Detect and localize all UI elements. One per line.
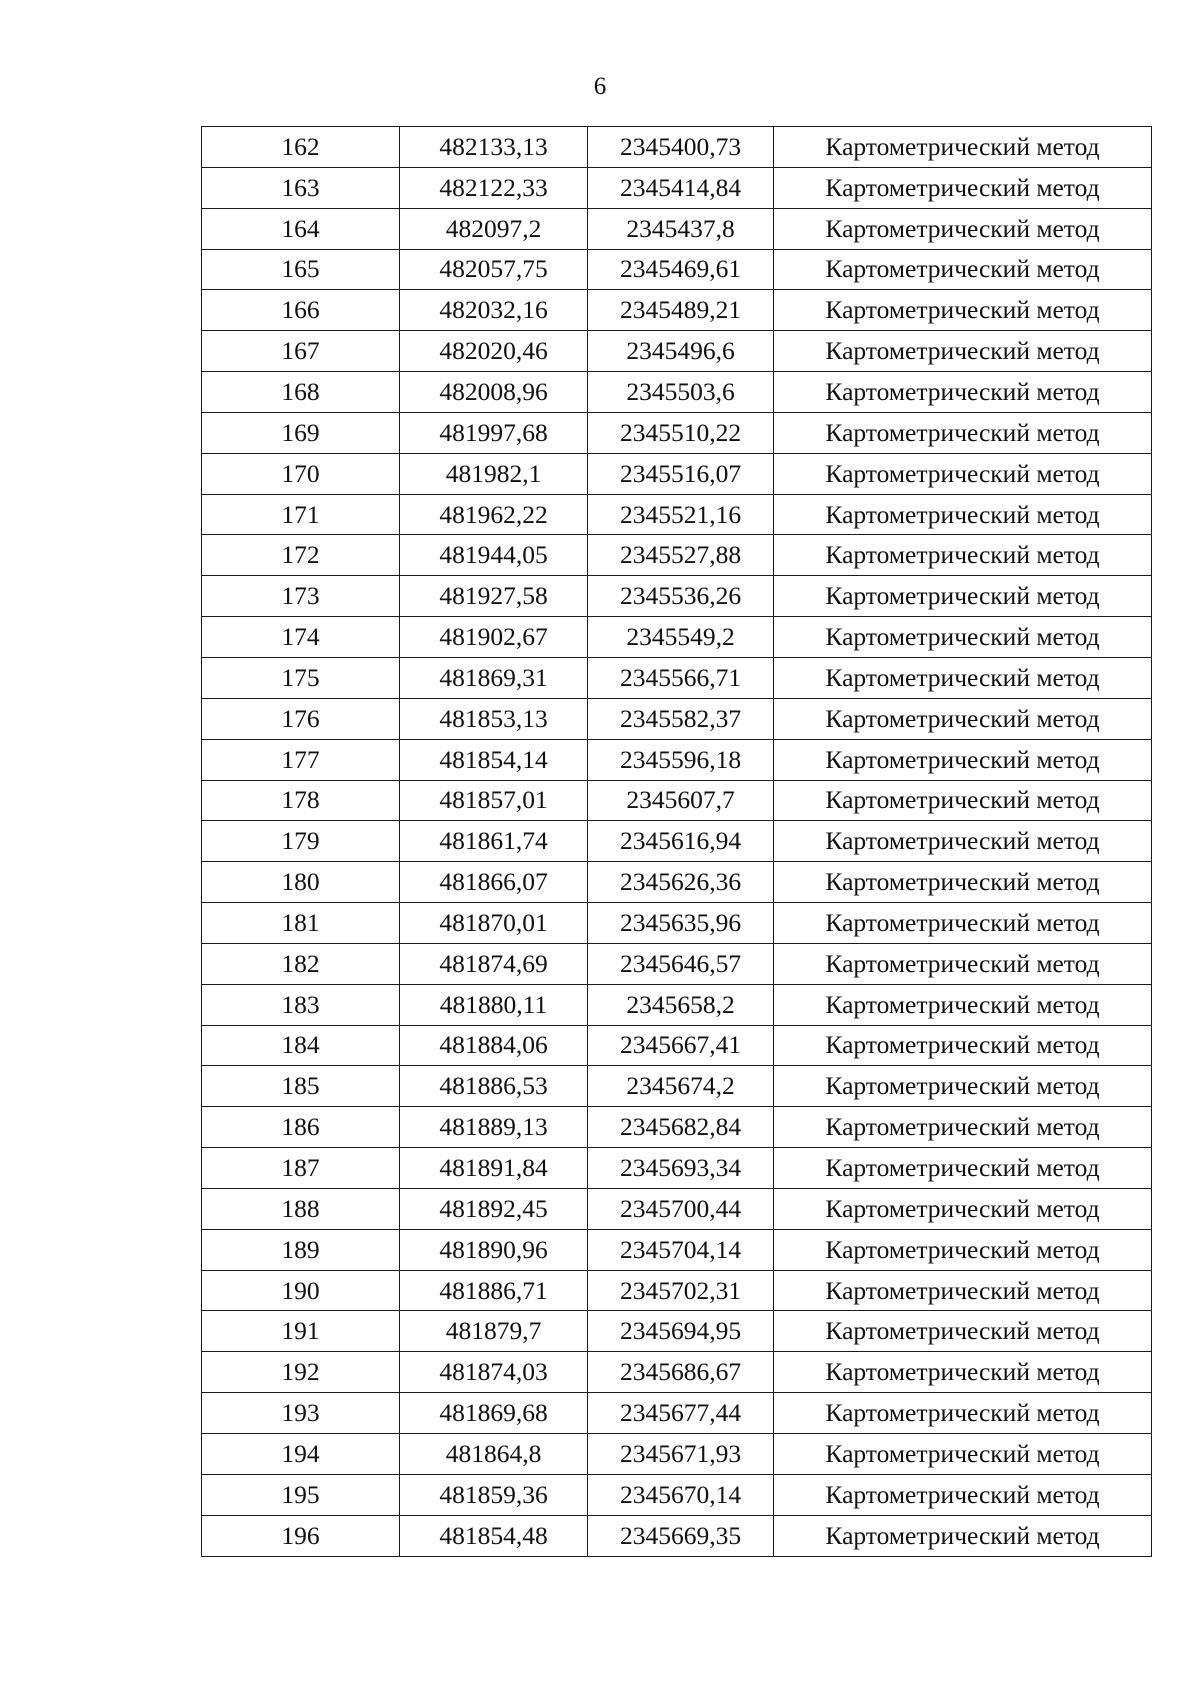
x-coordinate-cell: 482133,13 <box>400 127 588 168</box>
y-coordinate-cell: 2345635,96 <box>588 903 774 944</box>
method-cell: Картометрический метод <box>774 1148 1152 1189</box>
x-coordinate-cell: 481890,96 <box>400 1229 588 1270</box>
x-coordinate-cell: 481861,74 <box>400 821 588 862</box>
method-cell: Картометрический метод <box>774 494 1152 535</box>
point-number-cell: 174 <box>202 617 400 658</box>
x-coordinate-cell: 481874,69 <box>400 943 588 984</box>
table-row <box>202 1066 1152 1107</box>
table-row <box>202 1352 1152 1393</box>
table-row <box>202 167 1152 208</box>
table-row <box>202 1515 1152 1556</box>
table-row <box>202 1311 1152 1352</box>
y-coordinate-cell: 2345682,84 <box>588 1107 774 1148</box>
point-number-cell: 179 <box>202 821 400 862</box>
y-coordinate-cell: 2345607,7 <box>588 780 774 821</box>
y-coordinate-cell: 2345549,2 <box>588 617 774 658</box>
table-row <box>202 453 1152 494</box>
y-coordinate-cell: 2345489,21 <box>588 290 774 331</box>
x-coordinate-cell: 481864,8 <box>400 1434 588 1475</box>
method-cell: Картометрический метод <box>774 657 1152 698</box>
method-cell: Картометрический метод <box>774 903 1152 944</box>
table-row <box>202 821 1152 862</box>
y-coordinate-cell: 2345496,6 <box>588 331 774 372</box>
table-row <box>202 1229 1152 1270</box>
x-coordinate-cell: 481866,07 <box>400 862 588 903</box>
x-coordinate-cell: 481982,1 <box>400 453 588 494</box>
x-coordinate-cell: 481874,03 <box>400 1352 588 1393</box>
method-cell: Картометрический метод <box>774 862 1152 903</box>
y-coordinate-cell: 2345503,6 <box>588 372 774 413</box>
point-number-cell: 178 <box>202 780 400 821</box>
table-row <box>202 780 1152 821</box>
x-coordinate-cell: 481880,11 <box>400 984 588 1025</box>
method-cell: Картометрический метод <box>774 821 1152 862</box>
method-cell: Картометрический метод <box>774 535 1152 576</box>
page-number: 6 <box>593 73 607 100</box>
x-coordinate-cell: 482032,16 <box>400 290 588 331</box>
y-coordinate-cell: 2345646,57 <box>588 943 774 984</box>
point-number-cell: 184 <box>202 1025 400 1066</box>
method-cell: Картометрический метод <box>774 617 1152 658</box>
table-row <box>202 1025 1152 1066</box>
point-number-cell: 187 <box>202 1148 400 1189</box>
table-row <box>202 862 1152 903</box>
method-cell: Картометрический метод <box>774 1188 1152 1229</box>
x-coordinate-cell: 481997,68 <box>400 412 588 453</box>
point-number-cell: 162 <box>202 127 400 168</box>
x-coordinate-cell: 481859,36 <box>400 1474 588 1515</box>
method-cell: Картометрический метод <box>774 1229 1152 1270</box>
y-coordinate-cell: 2345677,44 <box>588 1393 774 1434</box>
x-coordinate-cell: 482057,75 <box>400 249 588 290</box>
x-coordinate-cell: 481857,01 <box>400 780 588 821</box>
point-number-cell: 196 <box>202 1515 400 1556</box>
point-number-cell: 181 <box>202 903 400 944</box>
y-coordinate-cell: 2345694,95 <box>588 1311 774 1352</box>
method-cell: Картометрический метод <box>774 984 1152 1025</box>
y-coordinate-cell: 2345516,07 <box>588 453 774 494</box>
point-number-cell: 189 <box>202 1229 400 1270</box>
x-coordinate-cell: 481869,68 <box>400 1393 588 1434</box>
point-number-cell: 176 <box>202 698 400 739</box>
table-row <box>202 249 1152 290</box>
method-cell: Картометрический метод <box>774 372 1152 413</box>
x-coordinate-cell: 481879,7 <box>400 1311 588 1352</box>
table-row <box>202 698 1152 739</box>
method-cell: Картометрический метод <box>774 1434 1152 1475</box>
table-row <box>202 1434 1152 1475</box>
table-row <box>202 127 1152 168</box>
point-number-cell: 195 <box>202 1474 400 1515</box>
method-cell: Картометрический метод <box>774 780 1152 821</box>
method-cell: Картометрический метод <box>774 412 1152 453</box>
table-row <box>202 1393 1152 1434</box>
method-cell: Картометрический метод <box>774 698 1152 739</box>
table-row <box>202 331 1152 372</box>
x-coordinate-cell: 482122,33 <box>400 167 588 208</box>
y-coordinate-cell: 2345693,34 <box>588 1148 774 1189</box>
table-row <box>202 1270 1152 1311</box>
x-coordinate-cell: 481892,45 <box>400 1188 588 1229</box>
method-cell: Картометрический метод <box>774 1270 1152 1311</box>
x-coordinate-cell: 482020,46 <box>400 331 588 372</box>
y-coordinate-cell: 2345700,44 <box>588 1188 774 1229</box>
y-coordinate-cell: 2345437,8 <box>588 208 774 249</box>
y-coordinate-cell: 2345521,16 <box>588 494 774 535</box>
coordinates-table <box>201 126 1152 1557</box>
y-coordinate-cell: 2345596,18 <box>588 739 774 780</box>
table-row <box>202 617 1152 658</box>
y-coordinate-cell: 2345702,31 <box>588 1270 774 1311</box>
point-number-cell: 169 <box>202 412 400 453</box>
method-cell: Картометрический метод <box>774 208 1152 249</box>
point-number-cell: 191 <box>202 1311 400 1352</box>
table-row <box>202 903 1152 944</box>
y-coordinate-cell: 2345527,88 <box>588 535 774 576</box>
x-coordinate-cell: 481889,13 <box>400 1107 588 1148</box>
y-coordinate-cell: 2345616,94 <box>588 821 774 862</box>
table-row <box>202 412 1152 453</box>
point-number-cell: 168 <box>202 372 400 413</box>
y-coordinate-cell: 2345400,73 <box>588 127 774 168</box>
method-cell: Картометрический метод <box>774 1066 1152 1107</box>
point-number-cell: 186 <box>202 1107 400 1148</box>
table-row <box>202 739 1152 780</box>
x-coordinate-cell: 481927,58 <box>400 576 588 617</box>
point-number-cell: 175 <box>202 657 400 698</box>
x-coordinate-cell: 482008,96 <box>400 372 588 413</box>
point-number-cell: 188 <box>202 1188 400 1229</box>
coordinates-table-body <box>202 127 1152 1557</box>
y-coordinate-cell: 2345686,67 <box>588 1352 774 1393</box>
point-number-cell: 173 <box>202 576 400 617</box>
method-cell: Картометрический метод <box>774 127 1152 168</box>
point-number-cell: 180 <box>202 862 400 903</box>
method-cell: Картометрический метод <box>774 1107 1152 1148</box>
table-row <box>202 576 1152 617</box>
table-row <box>202 1107 1152 1148</box>
x-coordinate-cell: 481902,67 <box>400 617 588 658</box>
y-coordinate-cell: 2345671,93 <box>588 1434 774 1475</box>
x-coordinate-cell: 481853,13 <box>400 698 588 739</box>
y-coordinate-cell: 2345626,36 <box>588 862 774 903</box>
y-coordinate-cell: 2345469,61 <box>588 249 774 290</box>
point-number-cell: 170 <box>202 453 400 494</box>
method-cell: Картометрический метод <box>774 453 1152 494</box>
point-number-cell: 190 <box>202 1270 400 1311</box>
point-number-cell: 166 <box>202 290 400 331</box>
x-coordinate-cell: 481944,05 <box>400 535 588 576</box>
y-coordinate-cell: 2345536,26 <box>588 576 774 617</box>
method-cell: Картометрический метод <box>774 576 1152 617</box>
y-coordinate-cell: 2345667,41 <box>588 1025 774 1066</box>
method-cell: Картометрический метод <box>774 943 1152 984</box>
point-number-cell: 171 <box>202 494 400 535</box>
table-row <box>202 1188 1152 1229</box>
table-row <box>202 657 1152 698</box>
point-number-cell: 165 <box>202 249 400 290</box>
point-number-cell: 192 <box>202 1352 400 1393</box>
point-number-cell: 177 <box>202 739 400 780</box>
y-coordinate-cell: 2345582,37 <box>588 698 774 739</box>
table-row <box>202 984 1152 1025</box>
x-coordinate-cell: 482097,2 <box>400 208 588 249</box>
point-number-cell: 194 <box>202 1434 400 1475</box>
x-coordinate-cell: 481869,31 <box>400 657 588 698</box>
table-row <box>202 290 1152 331</box>
method-cell: Картометрический метод <box>774 739 1152 780</box>
x-coordinate-cell: 481891,84 <box>400 1148 588 1189</box>
table-row <box>202 535 1152 576</box>
x-coordinate-cell: 481886,53 <box>400 1066 588 1107</box>
x-coordinate-cell: 481962,22 <box>400 494 588 535</box>
method-cell: Картометрический метод <box>774 249 1152 290</box>
y-coordinate-cell: 2345658,2 <box>588 984 774 1025</box>
point-number-cell: 193 <box>202 1393 400 1434</box>
method-cell: Картометрический метод <box>774 1311 1152 1352</box>
point-number-cell: 183 <box>202 984 400 1025</box>
table-row <box>202 208 1152 249</box>
point-number-cell: 164 <box>202 208 400 249</box>
point-number-cell: 172 <box>202 535 400 576</box>
x-coordinate-cell: 481854,48 <box>400 1515 588 1556</box>
table-row <box>202 494 1152 535</box>
y-coordinate-cell: 2345670,14 <box>588 1474 774 1515</box>
x-coordinate-cell: 481886,71 <box>400 1270 588 1311</box>
y-coordinate-cell: 2345674,2 <box>588 1066 774 1107</box>
x-coordinate-cell: 481854,14 <box>400 739 588 780</box>
y-coordinate-cell: 2345704,14 <box>588 1229 774 1270</box>
method-cell: Картометрический метод <box>774 1474 1152 1515</box>
point-number-cell: 185 <box>202 1066 400 1107</box>
method-cell: Картометрический метод <box>774 1025 1152 1066</box>
table-row <box>202 943 1152 984</box>
method-cell: Картометрический метод <box>774 1393 1152 1434</box>
y-coordinate-cell: 2345566,71 <box>588 657 774 698</box>
y-coordinate-cell: 2345414,84 <box>588 167 774 208</box>
method-cell: Картометрический метод <box>774 1515 1152 1556</box>
point-number-cell: 163 <box>202 167 400 208</box>
y-coordinate-cell: 2345669,35 <box>588 1515 774 1556</box>
method-cell: Картометрический метод <box>774 1352 1152 1393</box>
table-row <box>202 372 1152 413</box>
point-number-cell: 167 <box>202 331 400 372</box>
point-number-cell: 182 <box>202 943 400 984</box>
y-coordinate-cell: 2345510,22 <box>588 412 774 453</box>
table-row <box>202 1474 1152 1515</box>
method-cell: Картометрический метод <box>774 167 1152 208</box>
x-coordinate-cell: 481870,01 <box>400 903 588 944</box>
x-coordinate-cell: 481884,06 <box>400 1025 588 1066</box>
method-cell: Картометрический метод <box>774 290 1152 331</box>
method-cell: Картометрический метод <box>774 331 1152 372</box>
table-row <box>202 1148 1152 1189</box>
